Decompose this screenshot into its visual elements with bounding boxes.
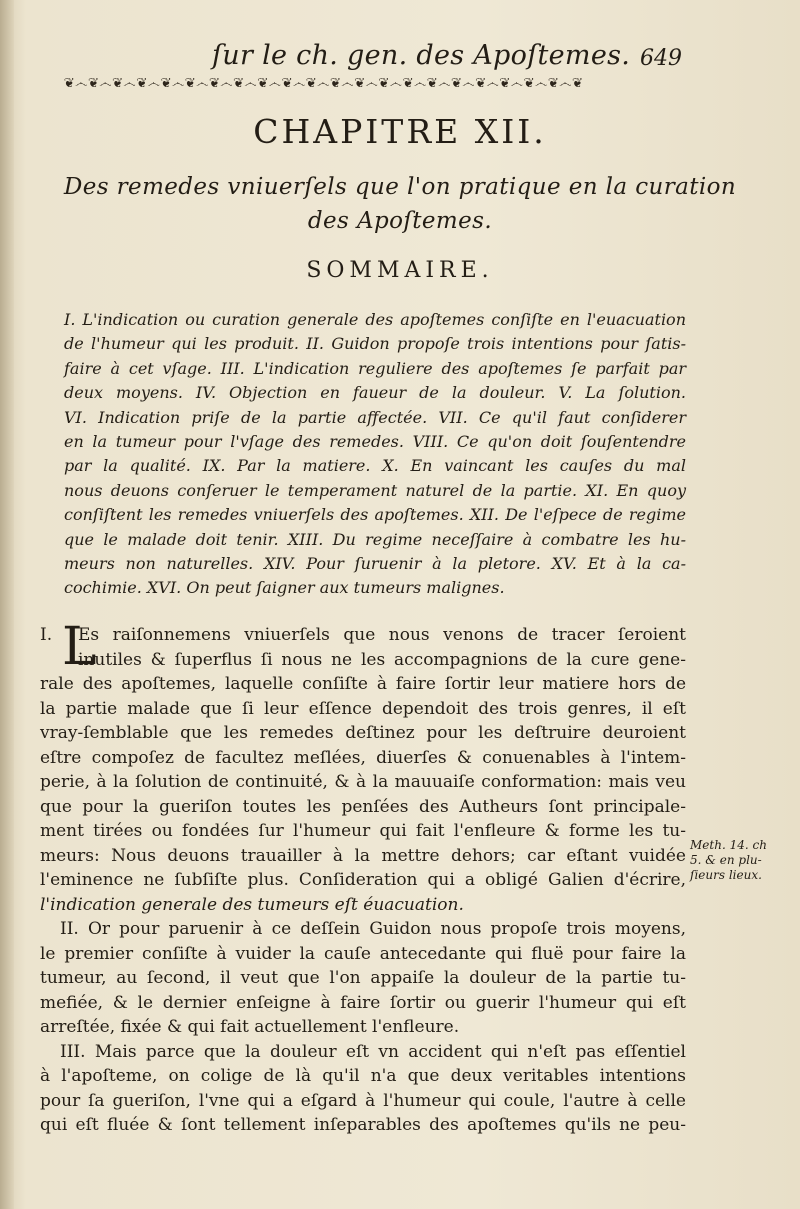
body-line: l'eminence ne ſubſiſte plus. Conſideration qui a obligé Galien d'écrire, [40,870,686,890]
running-head-title: ſur le ch. gen. des Apoſtemes. [212,40,631,71]
subtitle-line-2: des Apoſtemes. [307,208,493,234]
summary-line: meurs non naturelles. XIV. Pour ſuruenir à la pletore. XV. Et à la ca- [64,553,686,573]
marginal-note-line: 5. & en plu- [690,853,762,867]
page-gutter [0,0,14,1209]
first-line-text: Es raiſonnemens vniuerſels que nous venons de tracer ſeroient [78,625,686,645]
body-line: qui eſt fluée & ſont tellement inſeparables des apoſtemes qu'ils ne peu- [40,1115,686,1135]
ornament-band: ❦෴❦෴❦෴❦෴❦෴❦෴❦෴❦෴❦෴❦෴❦෴❦෴❦෴❦෴❦෴❦෴❦෴❦෴❦෴❦෴❦෴❦ [64,76,584,91]
marginal-note [690,838,780,883]
body-line: ment tirées ou fondées ſur l'humeur qui fait l'enfleure & forme les tu- [40,821,686,841]
body-text [40,617,686,1138]
body-line: inutiles & ſuperflus ſi nous ne les accompagnions de la cure gene- [78,649,686,670]
body-line: arreſtée, fixée & qui fait actuellement l'enfleure. [40,1017,460,1037]
body-line: mefiée, & le dernier enſeigne à faire ſortir ou guerir l'humeur qui eſt [40,992,686,1013]
body-line: que pour la gueriſon toutes les penſées des Autheurs ſont principale- [40,796,686,817]
summary-line: faire à cet vſage. III. L'indication reguliere des apoſtemes ſe parfait par [64,358,686,378]
summary-line: cochimie. XVI. On peut ſaigner aux tumeurs malignes. [64,578,505,598]
body-line: perie, à la ſolution de continuité, & à la mauuaiſe conformation: mais veu [40,772,686,792]
body-line: tumeur, au ſecond, il veut que l'on appaiſe la douleur de la partie tu- [40,968,686,988]
drop-cap: L [62,617,97,677]
section-mark: I. [40,625,53,645]
marginal-note-line: Meth. 14. ch [690,838,767,852]
page-number: 649 [640,46,682,71]
summary-line: conſiſtent les remedes vniuerſels des apoſtemes. XII. De l'eſpece de regime [64,505,686,525]
body-line: la partie malade que ſi leur eſſence dependoit des trois genres, il eſt [40,698,686,719]
summary-line: en la tumeur pour l'vſage des remedes. VIII. Ce qu'on doit ſouſentendre [64,431,686,451]
body-line: eſtre compoſez de facultez meſlées, diuerſes & conuenables à l'intem- [40,747,686,768]
subtitle-line-1: Des remedes vniuerſels que l'on pratique en la curation [63,174,737,200]
body-line: III. Mais parce que la douleur eſt vn accident qui n'eſt pas eſſentiel [60,1041,686,1062]
summary-line: par la qualité. IX. Par la matiere. X. En vaincant les cauſes du mal [64,456,686,476]
body-line: II. Or pour paruenir à ce deſſein Guidon nous propoſe trois moyens, [60,919,686,939]
summary-line: que le malade doit tenir. XIII. Du regime neceſſaire à combatre les hu- [64,529,686,549]
marginal-note-line: ſieurs lieux. [690,868,762,882]
body-line: pour ſa gueriſon, l'vne qui a eſgard à l'humeur qui coule, l'autre à celle [40,1090,686,1111]
chapter-title: CHAPITRE XII. [253,112,547,151]
chapter-subtitle [40,170,760,238]
summary-line: de l'humeur qui les produit. II. Guidon propoſe trois intentions pour ſatis- [64,334,686,354]
body-line: meurs: Nous deuons trauailler à la mettre dehors; car eſtant vuidée [40,845,686,866]
summary-line: VI. Indication priſe de la partie affectée. VII. Ce qu'il faut conſiderer [64,407,686,427]
body-line: le premier conſiſte à vuider la cauſe antecedante qui fluë pour faire la [40,943,686,964]
body-line: à l'apoſteme, on colige de là qu'il n'a que deux veritables intentions [40,1066,686,1086]
running-head [0,40,800,76]
sommaire-heading: SOMMAIRE. [306,258,494,283]
body-line: rale des apoſtemes, laquelle conſiſte à faire ſortir leur matiere hors de [40,674,686,694]
summary-line: deux moyens. IV. Objection en faueur de la douleur. V. La ſolution. [64,383,686,403]
summary-block [64,308,686,601]
body-line: l'indication generale des tumeurs eſt éuacuation. [40,894,464,915]
summary-line: nous deuons conſeruer le temperament naturel de la partie. XI. En quoy [64,480,686,500]
summary-line: I. L'indication ou curation generale des apoſtemes conſiſte en l'euacuation [64,310,686,329]
body-line: vray-ſemblable que les remedes deſtinez pour les deſtruire deuroient [40,723,686,743]
